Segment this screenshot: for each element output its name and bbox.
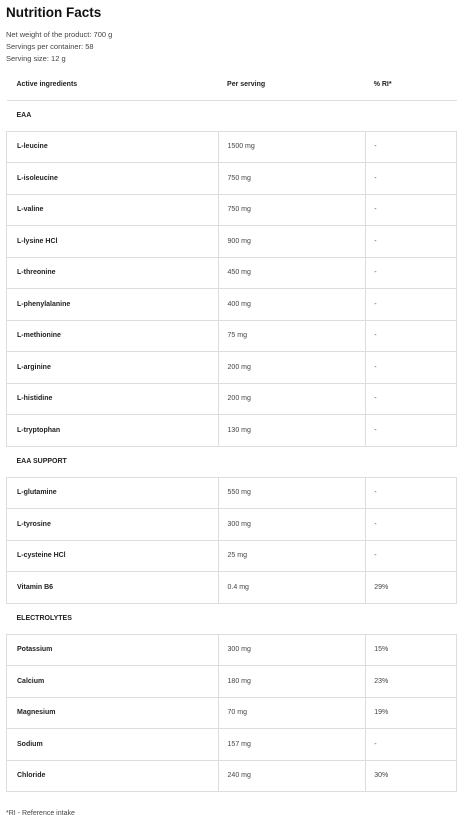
section-title: EAA (7, 100, 457, 131)
table-row (7, 477, 457, 509)
table-row (7, 257, 457, 289)
nutrition-table (6, 69, 457, 792)
ingredient-name: Potassium (7, 634, 219, 666)
per-serving-value: 180 mg (218, 666, 366, 698)
table-row (7, 697, 457, 729)
table-row (7, 509, 457, 541)
ingredient-name: Sodium (7, 729, 219, 761)
table-row (7, 194, 457, 226)
ri-value: - (366, 477, 457, 509)
ri-value: 23% (366, 666, 457, 698)
ri-value: - (366, 226, 457, 258)
ingredient-name: L-histidine (7, 383, 219, 415)
ingredient-name: L-methionine (7, 320, 219, 352)
header-per-serving: Per serving (218, 69, 366, 100)
per-serving-value: 240 mg (218, 760, 366, 792)
per-serving-value: 300 mg (218, 509, 366, 541)
ri-value: - (366, 352, 457, 384)
ri-value: - (366, 257, 457, 289)
table-row (7, 352, 457, 384)
ri-value: - (366, 415, 457, 447)
ri-value: 19% (366, 697, 457, 729)
per-serving-value: 200 mg (218, 352, 366, 384)
section-row (7, 100, 457, 131)
section-row (7, 603, 457, 634)
per-serving-value: 300 mg (218, 634, 366, 666)
table-row (7, 572, 457, 604)
ri-value: - (366, 289, 457, 321)
ingredient-name: L-arginine (7, 352, 219, 384)
serving-size: Serving size: 12 g (6, 54, 66, 63)
ri-value: - (366, 383, 457, 415)
table-row (7, 163, 457, 195)
per-serving-value: 400 mg (218, 289, 366, 321)
ri-value: - (366, 320, 457, 352)
ri-value: 30% (366, 760, 457, 792)
table-row (7, 760, 457, 792)
per-serving-value: 200 mg (218, 383, 366, 415)
ri-value: - (366, 509, 457, 541)
table-row (7, 415, 457, 447)
ingredient-name: L-isoleucine (7, 163, 219, 195)
ingredient-name: L-valine (7, 194, 219, 226)
per-serving-value: 900 mg (218, 226, 366, 258)
table-row (7, 320, 457, 352)
section-title: EAA SUPPORT (7, 446, 457, 477)
per-serving-value: 550 mg (218, 477, 366, 509)
ingredient-name: L-tyrosine (7, 509, 219, 541)
ingredient-name: L-phenylalanine (7, 289, 219, 321)
ri-value: - (366, 194, 457, 226)
header-ri: % RI* (366, 69, 457, 100)
table-body (7, 100, 457, 792)
ri-value: - (366, 540, 457, 572)
per-serving-value: 130 mg (218, 415, 366, 447)
table-row (7, 634, 457, 666)
ingredient-name: L-lysine HCl (7, 226, 219, 258)
net-weight: Net weight of the product: 700 g (6, 30, 113, 39)
page-title: Nutrition Facts (6, 5, 102, 20)
per-serving-value: 75 mg (218, 320, 366, 352)
ingredient-name: Vitamin B6 (7, 572, 219, 604)
ri-value: - (366, 131, 457, 163)
table-row (7, 289, 457, 321)
table-row (7, 666, 457, 698)
ri-value: - (366, 729, 457, 761)
ingredient-name: Chloride (7, 760, 219, 792)
ingredient-name: L-cysteine HCl (7, 540, 219, 572)
ingredient-name: L-threonine (7, 257, 219, 289)
table-row (7, 540, 457, 572)
ri-value: - (366, 163, 457, 195)
per-serving-value: 1500 mg (218, 131, 366, 163)
per-serving-value: 0.4 mg (218, 572, 366, 604)
ingredient-name: Calcium (7, 666, 219, 698)
servings-per-container: Servings per container: 58 (6, 42, 94, 51)
ingredient-name: L-glutamine (7, 477, 219, 509)
per-serving-value: 25 mg (218, 540, 366, 572)
per-serving-value: 750 mg (218, 194, 366, 226)
section-row (7, 446, 457, 477)
ingredient-name: L-leucine (7, 131, 219, 163)
per-serving-value: 750 mg (218, 163, 366, 195)
per-serving-value: 450 mg (218, 257, 366, 289)
ingredient-name: Magnesium (7, 697, 219, 729)
header-ingredient: Active ingredients (7, 69, 219, 100)
ri-value: 29% (366, 572, 457, 604)
table-header-row (7, 69, 457, 100)
ri-value: 15% (366, 634, 457, 666)
ingredient-name: L-tryptophan (7, 415, 219, 447)
table-row (7, 729, 457, 761)
footnote: *RI - Reference intake (6, 810, 75, 815)
table-row (7, 131, 457, 163)
table-row (7, 383, 457, 415)
per-serving-value: 157 mg (218, 729, 366, 761)
per-serving-value: 70 mg (218, 697, 366, 729)
table-row (7, 226, 457, 258)
product-meta (6, 29, 457, 65)
section-title: ELECTROLYTES (7, 603, 457, 634)
